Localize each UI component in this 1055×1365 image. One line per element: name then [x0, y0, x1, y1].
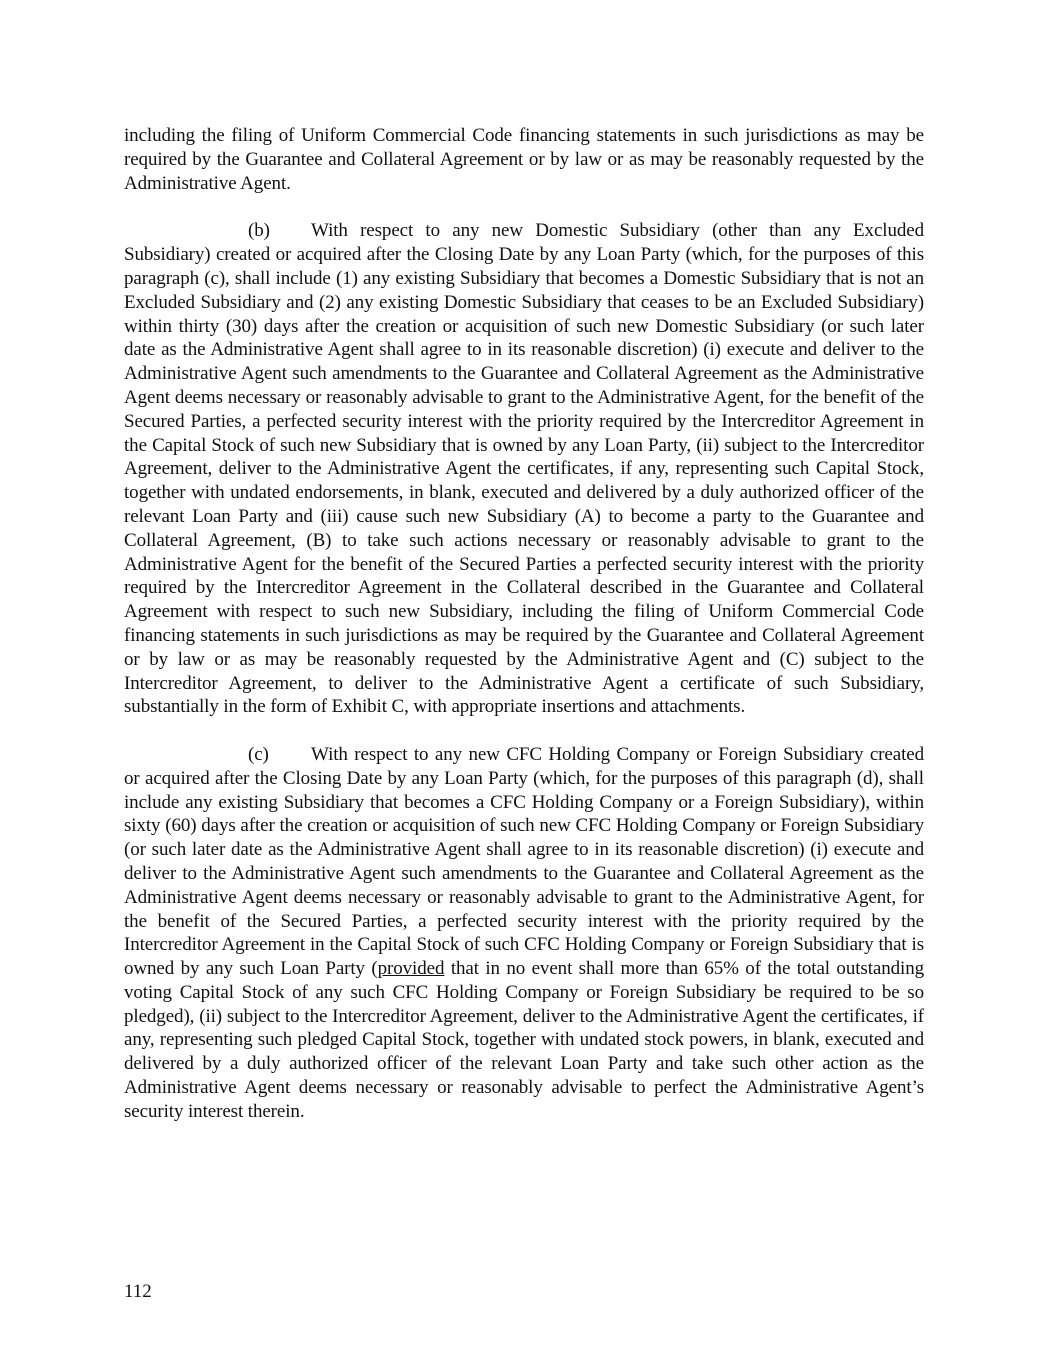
provided-underlined-term: provided	[377, 958, 445, 980]
page-number: 112	[124, 1281, 152, 1302]
paragraph-c-label: (c)	[248, 743, 269, 765]
paragraph-c-text-after: that in no event shall more than 65% of the total outstanding voting Capital Stock of any such CFC Holding Company or Foreign Subsidiary be required to be so pledged), (ii) subject to the Intercreditor Agreement, deliver to the Administrative Agent the certificates, if any, representing such pledged Capital Stock, together with undated stock powers, in blank, executed and delivered by a duly authorized officer of the relevant Loan Party and take such other action as the Administrative Agent deems necessary or reasonably advisable to perfect the Administrative Agent’s security interest therein.	[124, 958, 924, 1122]
paragraph-continuation: including the filing of Uniform Commercial Code financing statements in such jurisdictions as may be required by the Guarantee and Collateral Agreement or by law or as may be reasonably requested by the Administrative Agent.	[124, 125, 924, 194]
paragraph-b-text: With respect to any new Domestic Subsidiary (other than any Excluded Subsidiary) created or acquired after the Closing Date by any Loan Party (which, for the purposes of this paragraph (c), shall include (1) any existing Subsidiary that becomes a Domestic Subsidiary that is not an Excluded Subsidiary and (2) any existing Domestic Subsidiary that ceases to be an Excluded Subsidiary) within thirty (30) days after the creation or acquisition of such new Domestic Subsidiary (or such later date as the Administrative Agent shall agree to in its reasonable discretion) (i) execute and deliver to the Administrative Agent such amendments to the Guarantee and Collateral Agreement as the Administrative Agent deems necessary or reasonably advisable to grant to the Administrative Agent, for the benefit of the Secured Parties, a perfected security interest with the priority required by the Intercreditor Agreement in the Capital Stock of such new Subsidiary that is owned by any Loan Party, (ii) subject to the Intercreditor Agreement, deliver to the Administrative Agent the certificates, if any, representing such Capital Stock, together with undated endorsements, in blank, executed and delivered by a duly authorized officer of the relevant Loan Party and (iii) cause such new Subsidiary (A) to become a party to the Guarantee and Collateral Agreement, (B) to take such actions necessary or reasonably advisable to grant to the Administrative Agent for the benefit of the Secured Parties a perfected security interest with the priority required by the Intercreditor Agreement in the Collateral described in the Guarantee and Collateral Agreement with respect to such new Subsidiary, including the filing of Uniform Commercial Code financing statements in such jurisdictions as may be required by the Guarantee and Collateral Agreement or by law or as may be reasonably requested by the Administrative Agent and (C) subject to the Intercreditor Agreement, to deliver to the Administrative Agent a certificate of such Subsidiary, substantially in the form of Exhibit C, with appropriate insertions and attachments.	[124, 220, 924, 718]
paragraph-b-label: (b)	[248, 220, 270, 242]
paragraph-b	[124, 219, 924, 719]
document-page	[124, 124, 924, 1147]
paragraph-c	[124, 743, 924, 1124]
paragraph-c-text-before: With respect to any new CFC Holding Company or Foreign Subsidiary created or acquired after the Closing Date by any Loan Party (which, for the purposes of this paragraph (d), shall include any existing Subsidiary that becomes a CFC Holding Company or a Foreign Subsidiary), within sixty (60) days after the creation or acquisition of such new CFC Holding Company or Foreign Subsidiary (or such later date as the Administrative Agent shall agree to in its reasonable discretion) (i) execute and deliver to the Administrative Agent such amendments to the Guarantee and Collateral Agreement as the Administrative Agent deems necessary or reasonably advisable to grant to the Administrative Agent, for the benefit of the Secured Parties, a perfected security interest with the priority required by the Intercreditor Agreement in the Capital Stock of such CFC Holding Company or Foreign Subsidiary that is owned by any such Loan Party (	[124, 743, 924, 980]
